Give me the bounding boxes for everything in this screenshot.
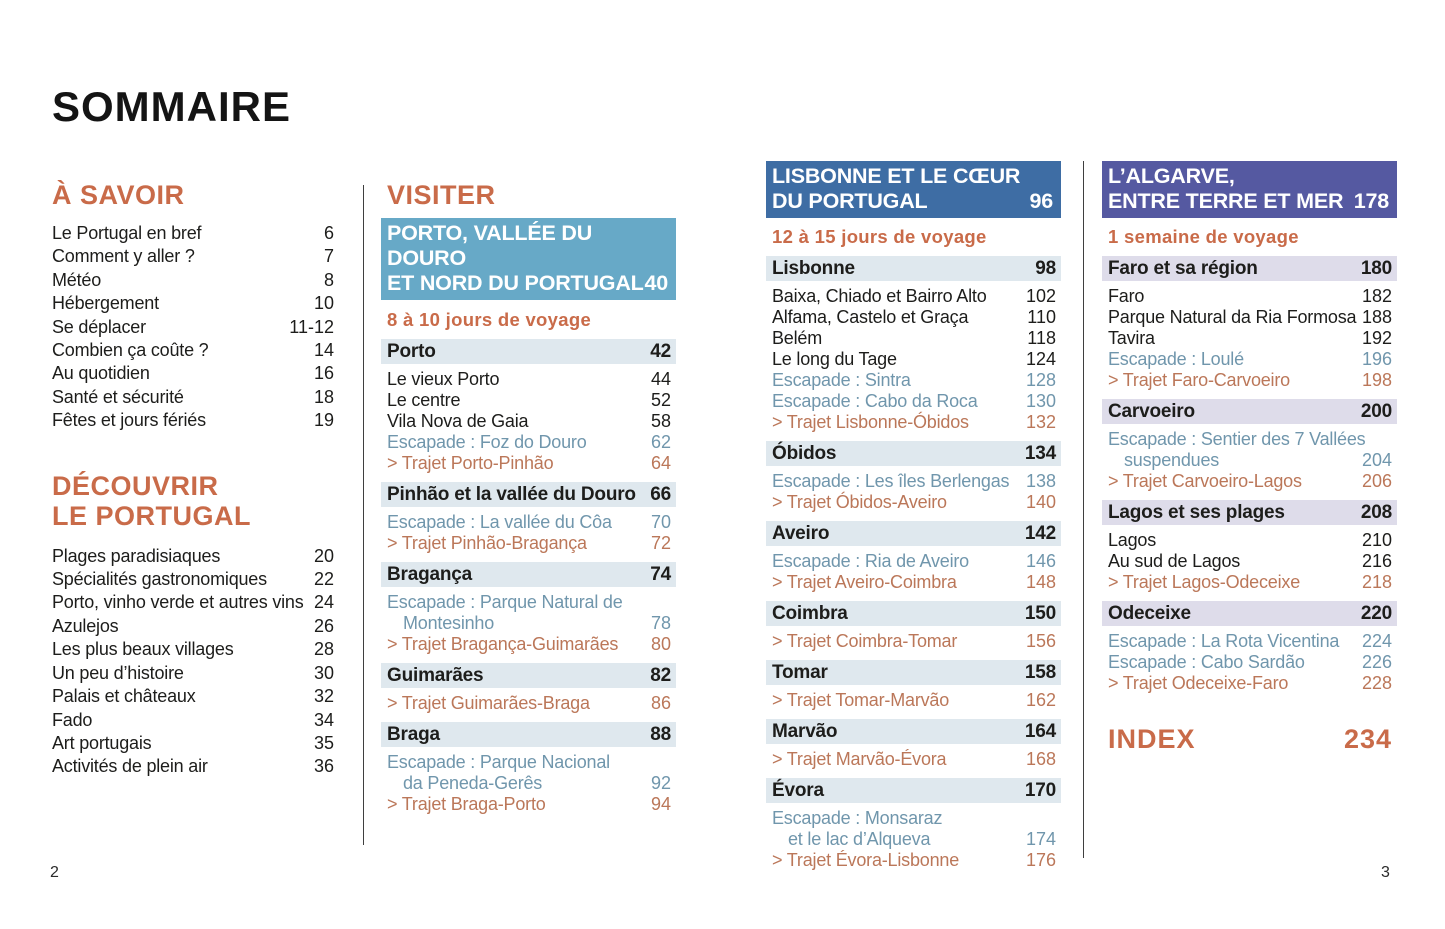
toc-section-page: 134 (1024, 442, 1056, 464)
toc-entry-trajet (381, 794, 676, 815)
toc-section-row (381, 482, 676, 507)
toc-entry-trajet (766, 690, 1061, 711)
duration-note-nord: 8 à 10 jours de voyage (387, 309, 592, 330)
duration-note-algarve: 1 semaine de voyage (1108, 226, 1299, 247)
toc-section-entries (766, 749, 1061, 770)
toc-entry-label: > Trajet Lisbonne-Óbidos (772, 412, 969, 432)
toc-section-entries (1102, 286, 1397, 391)
toc-entry-plain (766, 307, 1061, 328)
toc-section-row (381, 722, 676, 747)
toc-entry-label: Escapade : Foz do Douro (387, 432, 587, 452)
toc-item-page: 14 (313, 340, 334, 361)
toc-entry-page: 140 (1025, 492, 1056, 512)
toc-item-page: 34 (313, 709, 334, 730)
toc-entry-label: Le long du Tage (772, 349, 897, 369)
toc-section-title: Óbidos (772, 442, 837, 464)
toc-item-label: Hébergement (52, 293, 159, 314)
toc-entry-label: Escapade : Cabo da Roca (772, 391, 978, 411)
toc-entry-trajet (1102, 572, 1397, 593)
toc-entry-page: 132 (1025, 412, 1056, 432)
heading-decouvrir-line2: LE PORTUGAL (52, 500, 251, 531)
toc-entry-plain (1102, 286, 1397, 307)
toc-section-entries (381, 592, 676, 655)
toc-entry-page: 118 (1027, 328, 1056, 348)
toc-section-page: 82 (650, 664, 671, 686)
toc-section-row (766, 521, 1061, 546)
toc-entry-escapade (381, 773, 676, 794)
index-page: 234 (1343, 724, 1392, 754)
toc-entry-label: Escapade : Parque Nacional (387, 752, 610, 772)
column-divider-right (1083, 161, 1084, 858)
toc-entry-escapade (766, 370, 1061, 391)
toc-item (52, 545, 334, 568)
toc-item-label: Se déplacer (52, 316, 146, 337)
toc-item (52, 269, 334, 292)
toc-section-title: Guimarães (387, 664, 484, 686)
toc-section-entries (766, 808, 1061, 871)
chapter-header-porto-nord (381, 218, 676, 300)
toc-entry-label: Escapade : Les îles Berlengas (772, 471, 1010, 491)
toc-entry-page: 128 (1025, 370, 1056, 390)
page-number-right: 3 (1381, 864, 1390, 881)
chapter-header-lisbonne (766, 161, 1061, 218)
toc-section-title: Carvoeiro (1108, 400, 1195, 422)
toc-entry-page: 228 (1361, 673, 1392, 693)
toc-entry-label: > Trajet Pinhão-Bragança (387, 533, 587, 553)
toc-entry-label: Vila Nova de Gaia (387, 411, 529, 431)
toc-entry-label: Escapade : La vallée du Côa (387, 512, 612, 532)
toc-entry-plain (766, 286, 1061, 307)
toc-entry-page: 94 (650, 794, 671, 814)
chapter-title-line1: LISBONNE ET LE CŒUR (772, 164, 1021, 188)
toc-section-title: Bragança (387, 563, 472, 585)
toc-entry-label: Escapade : Ria de Aveiro (772, 551, 969, 571)
toc-entry-trajet (766, 749, 1061, 770)
toc-item-page: 36 (313, 756, 334, 777)
toc-entry-page: 138 (1025, 471, 1056, 491)
toc-item-label: Météo (52, 269, 102, 290)
toc-section-row (766, 601, 1061, 626)
toc-item (52, 386, 334, 409)
toc-item-page: 16 (313, 363, 334, 384)
toc-entry-page: 72 (650, 533, 671, 553)
toc-item-page: 8 (323, 269, 334, 290)
toc-entry-page: 130 (1025, 391, 1056, 411)
toc-section-page: 88 (650, 723, 671, 745)
toc-item-page: 22 (313, 569, 334, 590)
toc-section-row (1102, 399, 1397, 424)
toc-entry-trajet (381, 634, 676, 655)
heading-decouvrir (52, 471, 334, 531)
toc-entry-escapade (1102, 450, 1397, 471)
toc-item-label: Un peu d’histoire (52, 662, 184, 683)
toc-section-entries (381, 369, 676, 474)
toc-section-title: Coimbra (772, 602, 848, 624)
toc-section-title: Aveiro (772, 522, 830, 544)
toc-entry-page: 168 (1025, 749, 1056, 769)
toc-entry-label: > Trajet Lagos-Odeceixe (1108, 572, 1301, 592)
chapter-title-line1: PORTO, VALLÉE DU DOURO (387, 221, 593, 270)
toc-entry-page: 62 (650, 432, 671, 452)
toc-entry-page: 224 (1361, 631, 1392, 651)
toc-section-page: 150 (1024, 602, 1056, 624)
toc-section-page: 158 (1024, 661, 1056, 683)
toc-item (52, 755, 334, 778)
toc-entry-label: da Peneda-Gerês (403, 773, 543, 793)
toc-item-label: Le Portugal en bref (52, 223, 202, 243)
toc-section-row (1102, 256, 1397, 281)
toc-entry-trajet (766, 631, 1061, 652)
toc-entry-escapade (766, 808, 1061, 829)
toc-entry-escapade (1102, 429, 1397, 450)
toc-entry-page: 86 (650, 693, 671, 713)
heading-decouvrir-line1: DÉCOUVRIR (52, 470, 219, 501)
toc-entry-label: Baixa, Chiado et Bairro Alto (772, 286, 987, 306)
toc-section-row (381, 562, 676, 587)
toc-entry-escapade (381, 592, 676, 613)
a-savoir-list (52, 222, 334, 433)
toc-section-page: 220 (1360, 602, 1392, 624)
chapter-title-line1: L’ALGARVE, (1108, 164, 1235, 188)
toc-entry-page: 196 (1361, 349, 1392, 369)
toc-section-row (1102, 500, 1397, 525)
toc-section-page: 74 (650, 563, 671, 585)
toc-entry-plain (766, 328, 1061, 349)
toc-section-title: Pinhão et la vallée du Douro (387, 483, 636, 505)
toc-entry-label: et le lac d’Alqueva (788, 829, 931, 849)
toc-entry-label: > Trajet Óbidos-Aveiro (772, 492, 947, 512)
index-label: INDEX (1108, 724, 1196, 754)
toc-item (52, 732, 334, 755)
duration-note-lisbonne: 12 à 15 jours de voyage (772, 226, 987, 247)
toc-entry-label: > Trajet Carvoeiro-Lagos (1108, 471, 1302, 491)
sections-algarve (1102, 256, 1397, 694)
toc-item-page: 28 (313, 639, 334, 660)
toc-item (52, 292, 334, 315)
toc-entry-label: Escapade : Sintra (772, 370, 911, 390)
toc-entry-page: 64 (650, 453, 671, 473)
toc-entry-plain (1102, 530, 1397, 551)
toc-entry-label: > Trajet Odeceixe-Faro (1108, 673, 1289, 693)
toc-entry-page: 210 (1361, 530, 1392, 550)
toc-entry-page: 92 (650, 773, 671, 793)
toc-entry-trajet (766, 850, 1061, 871)
toc-section-page: 98 (1035, 257, 1056, 279)
toc-entry-escapade (766, 391, 1061, 412)
toc-entry-plain (1102, 328, 1397, 349)
toc-entry-page: 80 (650, 634, 671, 654)
column-divider-left (363, 185, 364, 845)
toc-item-label: Palais et châteaux (52, 686, 196, 707)
toc-entry-escapade (381, 613, 676, 634)
sections-lisbonne (766, 256, 1061, 871)
toc-item (52, 245, 334, 268)
toc-section-page: 142 (1024, 522, 1056, 544)
toc-entry-page: 206 (1361, 471, 1392, 491)
toc-entry-escapade (766, 829, 1061, 850)
toc-entry-escapade (766, 471, 1061, 492)
toc-item (52, 615, 334, 638)
toc-item (52, 568, 334, 591)
toc-entry-label: > Trajet Guimarães-Braga (387, 693, 590, 713)
toc-section-page: 200 (1360, 400, 1392, 422)
toc-section-entries (766, 690, 1061, 711)
toc-entry-plain (381, 390, 676, 411)
toc-section-row (766, 719, 1061, 744)
heading-visiter: VISITER (387, 180, 496, 210)
toc-entry-page: 156 (1025, 631, 1056, 651)
toc-entry-label: Au sud de Lagos (1108, 551, 1241, 571)
toc-entry-trajet (1102, 673, 1397, 694)
toc-item-label: Plages paradisiaques (52, 545, 221, 566)
toc-entry-label: Belém (772, 328, 823, 348)
toc-item-label: Santé et sécurité (52, 386, 184, 407)
toc-section-entries (1102, 631, 1397, 694)
toc-entry-trajet (381, 533, 676, 554)
toc-entry-label: Parque Natural da Ria Formosa (1108, 307, 1357, 327)
toc-item-label: Comment y aller ? (52, 246, 195, 267)
toc-section-title: Lagos et ses plages (1108, 501, 1285, 523)
toc-item-page: 20 (313, 545, 334, 566)
toc-entry-trajet (1102, 370, 1397, 391)
toc-section-title: Tomar (772, 661, 828, 683)
toc-section-page: 164 (1024, 720, 1056, 742)
toc-entry-page: 226 (1361, 652, 1392, 672)
toc-section-row (381, 339, 676, 364)
toc-entry-page: 176 (1025, 850, 1056, 870)
toc-item-label: Au quotidien (52, 363, 150, 384)
toc-item-label: Azulejos (52, 615, 119, 636)
toc-entry-label: Escapade : Monsaraz (772, 808, 943, 828)
toc-section-title: Porto (387, 340, 436, 362)
toc-item (52, 709, 334, 732)
toc-item (52, 222, 334, 245)
toc-item-label: Fado (52, 709, 93, 730)
toc-entry-page: 216 (1361, 551, 1392, 571)
toc-entry-plain (766, 349, 1061, 370)
toc-section-title: Braga (387, 723, 440, 745)
toc-entry-escapade (1102, 631, 1397, 652)
toc-item-page: 30 (313, 662, 334, 683)
toc-section-row (766, 660, 1061, 685)
toc-entry-label: Tavira (1108, 328, 1155, 348)
toc-entry-page: 70 (650, 512, 671, 532)
chapter-title-line2-row (387, 271, 671, 296)
toc-section-title: Lisbonne (772, 257, 855, 279)
toc-item (52, 316, 334, 339)
toc-section-entries (766, 471, 1061, 513)
toc-entry-label: Le vieux Porto (387, 369, 500, 389)
toc-entry-label: > Trajet Tomar-Marvão (772, 690, 950, 710)
toc-item-page: 32 (313, 686, 334, 707)
page-number-left: 2 (50, 864, 59, 881)
page-title: SOMMAIRE (52, 83, 291, 130)
toc-item-label: Combien ça coûte ? (52, 340, 209, 361)
toc-entry-plain (381, 369, 676, 390)
toc-entry-page: 174 (1025, 829, 1056, 849)
toc-entry-plain (381, 411, 676, 432)
toc-item (52, 638, 334, 661)
toc-section-row (1102, 601, 1397, 626)
toc-entry-label: Le centre (387, 390, 461, 410)
toc-entry-label: > Trajet Aveiro-Coimbra (772, 572, 957, 592)
toc-entry-label: > Trajet Évora-Lisbonne (772, 850, 960, 870)
toc-item (52, 362, 334, 385)
toc-entry-page: 218 (1361, 572, 1392, 592)
column-visiter-nord (381, 180, 676, 815)
toc-entry-page: 188 (1361, 307, 1392, 327)
toc-entry-label: Escapade : Cabo Sardão (1108, 652, 1305, 672)
toc-entry-label: Faro (1108, 286, 1145, 306)
toc-section-entries (381, 693, 676, 714)
toc-section-entries (381, 752, 676, 815)
toc-section-entries (1102, 429, 1397, 492)
toc-entry-trajet (1102, 471, 1397, 492)
toc-entry-trajet (381, 693, 676, 714)
toc-item-page: 10 (313, 293, 334, 314)
toc-item-page: 11-12 (289, 316, 334, 337)
toc-entry-page: 204 (1361, 450, 1392, 470)
toc-entry-trajet (381, 453, 676, 474)
toc-item-page: 24 (313, 592, 334, 613)
toc-entry-label: Escapade : Parque Natural de (387, 592, 623, 612)
toc-section-entries (766, 286, 1061, 433)
toc-section-row (766, 441, 1061, 466)
toc-entry-label: suspendues (1124, 450, 1220, 470)
chapter-page: 178 (1353, 189, 1389, 213)
toc-section-page: 180 (1360, 257, 1392, 279)
toc-item-label: Fêtes et jours fériés (52, 410, 206, 431)
toc-entry-label: > Trajet Faro-Carvoeiro (1108, 370, 1290, 390)
toc-entry-escapade (1102, 349, 1397, 370)
toc-item-page: 6 (323, 223, 334, 243)
chapter-title-line2: ET NORD DU PORTUGAL (387, 271, 644, 295)
toc-entry-escapade (1102, 652, 1397, 673)
toc-entry-page: 44 (650, 369, 671, 389)
toc-item (52, 685, 334, 708)
toc-entry-label: Escapade : Sentier des 7 Vallées (1108, 429, 1366, 449)
toc-entry-page: 198 (1361, 370, 1392, 390)
toc-item-label: Porto, vinho verde et autres vins (52, 592, 304, 613)
toc-item-page: 7 (323, 246, 334, 267)
column-algarve (1102, 161, 1397, 755)
toc-entry-label: Escapade : Loulé (1108, 349, 1244, 369)
toc-entry-escapade (381, 752, 676, 773)
toc-entry-page: 148 (1025, 572, 1056, 592)
toc-entry-trajet (766, 572, 1061, 593)
column-lisbonne (766, 161, 1061, 871)
chapter-page: 96 (1029, 189, 1053, 213)
toc-section-entries (381, 512, 676, 554)
column-a-savoir (52, 180, 334, 779)
toc-section-page: 42 (650, 340, 671, 362)
toc-entry-page: 192 (1361, 328, 1392, 348)
toc-section-title: Évora (772, 779, 824, 801)
toc-section-row (766, 778, 1061, 803)
chapter-title-line2-row (1108, 189, 1392, 214)
chapter-title-line2: DU PORTUGAL (772, 189, 928, 213)
toc-section-entries (766, 631, 1061, 652)
sections-nord (381, 339, 676, 815)
chapter-title-line2-row (772, 189, 1056, 214)
toc-entry-escapade (766, 551, 1061, 572)
heading-a-savoir: À SAVOIR (52, 180, 185, 210)
toc-section-entries (1102, 530, 1397, 593)
toc-entry-plain (1102, 551, 1397, 572)
toc-item-page: 19 (313, 410, 334, 431)
toc-section-page: 66 (650, 483, 671, 505)
toc-section-page: 170 (1024, 779, 1056, 801)
toc-entry-label: > Trajet Marvão-Évora (772, 749, 947, 769)
toc-entry-label: Alfama, Castelo et Graça (772, 307, 969, 327)
toc-entry-page: 146 (1025, 551, 1056, 571)
toc-entry-label: Escapade : La Rota Vicentina (1108, 631, 1340, 651)
toc-item (52, 409, 334, 432)
toc-entry-escapade (381, 432, 676, 453)
toc-entry-page: 52 (650, 390, 671, 410)
toc-section-title: Odeceixe (1108, 602, 1191, 624)
chapter-page: 40 (644, 271, 668, 295)
toc-section-title: Marvão (772, 720, 838, 742)
index-entry (1102, 724, 1397, 755)
toc-section-row (766, 256, 1061, 281)
toc-entry-label: > Trajet Bragança-Guimarães (387, 634, 619, 654)
toc-entry-page: 102 (1025, 286, 1056, 306)
toc-entry-page: 182 (1361, 286, 1392, 306)
decouvrir-list (52, 545, 334, 779)
toc-item-page: 18 (313, 386, 334, 407)
toc-section-row (381, 663, 676, 688)
chapter-title-line2: ENTRE TERRE ET MER (1108, 189, 1344, 213)
toc-entry-page: 124 (1025, 349, 1056, 369)
toc-section-page: 208 (1360, 501, 1392, 523)
toc-item-label: Activités de plein air (52, 756, 208, 777)
chapter-header-algarve (1102, 161, 1397, 218)
toc-section-entries (766, 551, 1061, 593)
toc-entry-label: > Trajet Coimbra-Tomar (772, 631, 958, 651)
toc-entry-page: 78 (650, 613, 671, 633)
toc-entry-page: 58 (650, 411, 671, 431)
toc-item-label: Spécialités gastronomiques (52, 569, 267, 590)
toc-entry-trajet (766, 492, 1061, 513)
toc-item-page: 26 (313, 615, 334, 636)
toc-entry-escapade (381, 512, 676, 533)
toc-entry-label: > Trajet Porto-Pinhão (387, 453, 554, 473)
toc-item-label: Art portugais (52, 732, 152, 753)
toc-item (52, 662, 334, 685)
toc-item (52, 591, 334, 614)
toc-item (52, 339, 334, 362)
toc-entry-trajet (766, 412, 1061, 433)
toc-entry-plain (1102, 307, 1397, 328)
toc-section-title: Faro et sa région (1108, 257, 1258, 279)
toc-item-page: 35 (313, 732, 334, 753)
toc-entry-label: > Trajet Braga-Porto (387, 794, 546, 814)
toc-entry-page: 110 (1027, 307, 1056, 327)
toc-entry-page: 162 (1025, 690, 1056, 710)
toc-item-label: Les plus beaux villages (52, 639, 234, 660)
toc-entry-label: Montesinho (403, 613, 495, 633)
toc-entry-label: Lagos (1108, 530, 1157, 550)
